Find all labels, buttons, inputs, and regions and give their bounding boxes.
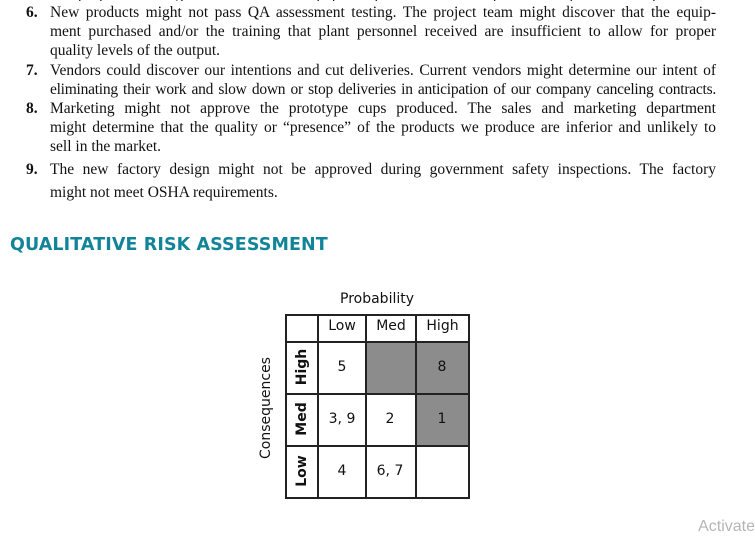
column-header-low: Low xyxy=(328,318,356,334)
cell-value: 5 xyxy=(337,359,347,375)
probability-axis-label: Probability xyxy=(340,291,415,307)
grid-line xyxy=(415,314,417,499)
risk-number: 7. xyxy=(26,61,38,79)
activation-watermark: Activate xyxy=(698,518,755,535)
cell-value: 1 xyxy=(437,411,447,427)
grid-line xyxy=(285,393,470,395)
row-header-high: High xyxy=(294,348,310,386)
consequences-axis-label: Consequences xyxy=(258,357,274,459)
risk-text-line: might not meet OSHA requirements. xyxy=(50,183,278,201)
row-header-med: Med xyxy=(294,402,310,436)
risk-text-line: Vendors could discover our intentions and cut deliveries. Current vendors might determine our intent of xyxy=(50,61,716,79)
grid-line xyxy=(468,314,470,499)
column-header-med: Med xyxy=(376,318,406,334)
grid-line xyxy=(285,445,470,447)
row-header-low: Low xyxy=(294,455,310,487)
risk-text-line: quality levels of the output. xyxy=(50,42,221,60)
grid-line xyxy=(285,341,470,343)
risk-text-line: The new factory design might not be approved during government safety inspections. The factory xyxy=(50,160,716,178)
section-heading: QUALITATIVE RISK ASSESSMENT xyxy=(10,235,328,255)
risk-number: 8. xyxy=(26,100,38,118)
risk-number: 9. xyxy=(26,160,38,178)
cell-value: 2 xyxy=(385,411,395,427)
cell-value: 6, 7 xyxy=(376,463,404,479)
cell-high-med-shaded xyxy=(366,342,416,394)
cell-value: 4 xyxy=(337,463,347,479)
grid-line xyxy=(285,497,470,499)
column-header-high: High xyxy=(426,318,459,334)
risk-text-line: sell in the market. xyxy=(50,138,162,156)
risk-text-line: might determine that the quality or “presence” of the products we produce are inferior and unlikely to xyxy=(50,119,716,137)
risk-number: 6. xyxy=(26,4,38,21)
cell-value: 8 xyxy=(437,359,447,375)
grid-line xyxy=(285,314,287,499)
risk-text-line: eliminating their work and slow down or stop deliveries in anticipation of our company canceling contracts. xyxy=(50,80,716,98)
risk-text-line: Marketing might not approve the prototype cups produced. The sales and marketing department xyxy=(50,100,716,118)
grid-line xyxy=(285,314,470,316)
risk-text-line: ment purchased and/or the training that plant personnel received are insufficient to allow for proper xyxy=(50,23,716,41)
cell-value: 3, 9 xyxy=(328,411,356,427)
risk-text-line: New products might not pass QA assessment testing. The project team might discover that the equip- xyxy=(50,4,716,21)
